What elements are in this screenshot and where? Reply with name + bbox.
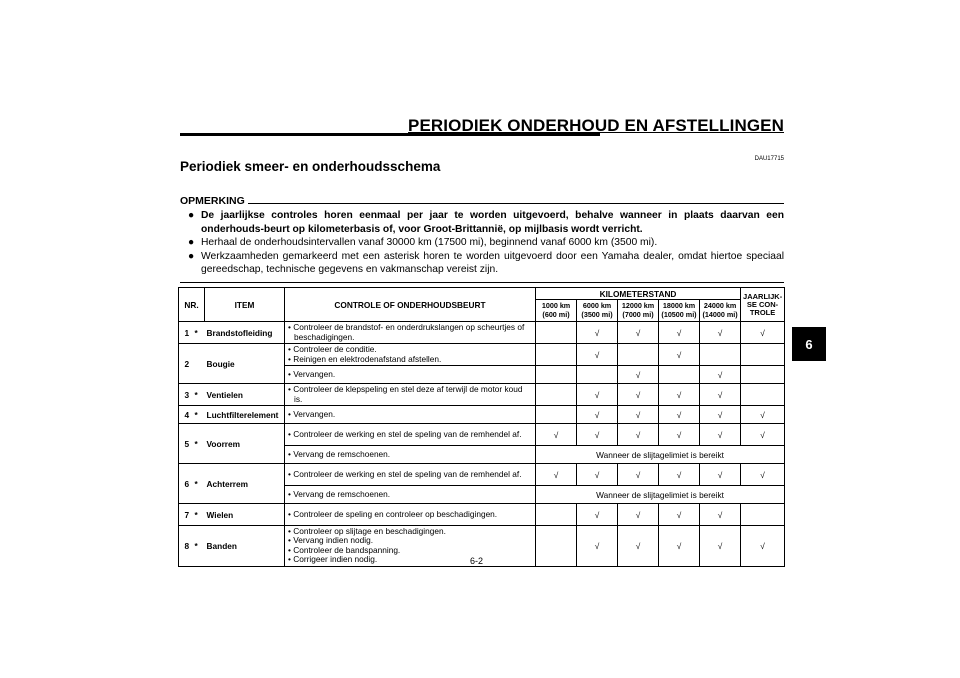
check-mark: √: [700, 526, 741, 567]
item-name: Luchtfilterelement: [205, 406, 285, 424]
chapter-title: PERIODIEK ONDERHOUD EN AFSTELLINGEN: [408, 116, 784, 135]
note-item: ● Werkzaamheden gemarkeerd met een asterisk horen te worden uitgevoerd door een Yamaha dealer, omdat hiertoe speciaal gereedschap, technische gegevens en vakmanschap vereist zijn.: [188, 250, 784, 276]
asterisk-mark: *: [195, 384, 205, 406]
bullet-icon: ●: [188, 250, 195, 262]
doc-code: DAU17715: [754, 156, 784, 162]
table-row: [179, 406, 785, 424]
check-mark: √: [577, 406, 618, 424]
section-title: Periodiek smeer- en onderhoudsschema: [180, 159, 441, 174]
check-mark: √: [618, 526, 659, 567]
empty-cell: [577, 366, 618, 384]
header-km-4: 24000 km (14000 mi): [700, 300, 741, 322]
check-mark: √: [577, 344, 618, 366]
row-number: 3: [179, 384, 195, 406]
check-mark: √: [577, 464, 618, 486]
item-name: Ventielen: [205, 384, 285, 406]
check-mark: √: [741, 406, 785, 424]
bullet-icon: ●: [188, 237, 195, 249]
row-number: 8: [179, 526, 195, 567]
check-mark: √: [618, 322, 659, 344]
check-mark: √: [659, 504, 700, 526]
asterisk-mark: *: [195, 526, 205, 567]
empty-cell: [536, 504, 577, 526]
header-km-3: 18000 km (10500 mi): [659, 300, 700, 322]
header-control: CONTROLE OF ONDERHOUDSBEURT: [285, 288, 536, 322]
check-mark: √: [577, 504, 618, 526]
check-mark: √: [577, 384, 618, 406]
note-item: ● De jaarlijkse controles horen eenmaal per jaar te worden uitgevoerd, behalve wanneer in plaats daarvan een onderhouds-beurt op kilometerbasis of, voor Groot-Brittannië, op mijlbasis wordt verricht.: [188, 210, 784, 235]
header-item: ITEM: [205, 288, 285, 322]
control-action: • Controleer de speling en controleer op beschadigingen.: [285, 504, 536, 526]
empty-cell: [536, 384, 577, 406]
check-mark: √: [659, 526, 700, 567]
check-mark: √: [700, 406, 741, 424]
header-km-1: 6000 km (3500 mi): [577, 300, 618, 322]
check-mark: √: [700, 384, 741, 406]
check-mark: √: [741, 424, 785, 446]
bullet-icon: ●: [188, 210, 195, 221]
table-row: [179, 424, 785, 446]
item-name: Banden: [205, 526, 285, 567]
note-item: ● Herhaal de onderhoudsintervallen vanaf 30000 km (17500 mi), beginnend vanaf 6000 km (3500 mi).: [188, 237, 658, 249]
table-row: [179, 464, 785, 486]
check-mark: √: [741, 464, 785, 486]
header-kilometerstand: KILOMETERSTAND: [536, 288, 741, 300]
table-row: [179, 504, 785, 526]
check-mark: √: [741, 526, 785, 567]
check-mark: √: [536, 464, 577, 486]
table-row: [179, 344, 785, 366]
header-yearly: JAARLIJK-SE CON-TROLE: [741, 288, 785, 322]
interval-note: Wanneer de slijtagelimiet is bereikt: [536, 486, 785, 504]
note-list: [180, 209, 784, 277]
check-mark: √: [618, 366, 659, 384]
control-action: • Vervang de remschoenen.: [285, 486, 536, 504]
control-action: • Controleer de werking en stel de speling van de remhendel af.: [285, 464, 536, 486]
empty-cell: [536, 344, 577, 366]
chapter-tab: 6: [792, 327, 826, 361]
note-box: [180, 195, 784, 283]
item-name: Brandstofleiding: [205, 322, 285, 344]
interval-note: Wanneer de slijtagelimiet is bereikt: [536, 446, 785, 464]
check-mark: √: [700, 424, 741, 446]
row-number: 6: [179, 464, 195, 504]
check-mark: √: [618, 384, 659, 406]
control-action: • Vervangen.: [285, 406, 536, 424]
empty-cell: [536, 322, 577, 344]
header-nr: NR.: [179, 288, 205, 322]
check-mark: √: [618, 504, 659, 526]
empty-cell: [536, 526, 577, 567]
check-mark: √: [700, 366, 741, 384]
item-name: Bougie: [205, 344, 285, 384]
asterisk-mark: *: [195, 464, 205, 504]
asterisk-mark: [195, 344, 205, 384]
table-row: [179, 384, 785, 406]
check-mark: √: [577, 526, 618, 567]
page-header: [180, 116, 784, 138]
check-mark: √: [536, 424, 577, 446]
empty-cell: [536, 406, 577, 424]
empty-cell: [741, 504, 785, 526]
row-number: 7: [179, 504, 195, 526]
row-number: 5: [179, 424, 195, 464]
check-mark: √: [618, 464, 659, 486]
check-mark: √: [741, 322, 785, 344]
check-mark: √: [659, 344, 700, 366]
check-mark: √: [659, 406, 700, 424]
check-mark: √: [659, 424, 700, 446]
empty-cell: [700, 344, 741, 366]
control-action: • Controleer de klepspeling en stel deze af terwijl de motor koud is.: [285, 384, 536, 406]
header-km-0: 1000 km (600 mi): [536, 300, 577, 322]
check-mark: √: [577, 424, 618, 446]
asterisk-mark: *: [195, 504, 205, 526]
check-mark: √: [700, 322, 741, 344]
maintenance-schedule-table: [178, 287, 785, 567]
asterisk-mark: *: [195, 424, 205, 464]
empty-cell: [659, 366, 700, 384]
check-mark: √: [659, 384, 700, 406]
row-number: 1: [179, 322, 195, 344]
check-mark: √: [618, 406, 659, 424]
control-action: • Controleer de brandstof- en onderdrukslangen op scheurtjes of beschadigingen.: [285, 322, 536, 344]
check-mark: √: [700, 504, 741, 526]
control-action: • Vervang de remschoenen.: [285, 446, 536, 464]
check-mark: √: [659, 322, 700, 344]
empty-cell: [536, 366, 577, 384]
item-name: Wielen: [205, 504, 285, 526]
header-km-2: 12000 km (7000 mi): [618, 300, 659, 322]
check-mark: √: [577, 322, 618, 344]
control-action: • Controleer op slijtage en beschadigingen. • Vervang indien nodig. • Controleer de bandspanning. • Corrigeer indien nodig.: [285, 526, 536, 567]
check-mark: √: [700, 464, 741, 486]
asterisk-mark: *: [195, 406, 205, 424]
table-row: [179, 322, 785, 344]
page-number: 6-2: [470, 556, 484, 566]
note-heading: OPMERKING: [180, 195, 784, 207]
empty-cell: [741, 344, 785, 366]
check-mark: √: [659, 464, 700, 486]
item-name: Voorrem: [205, 424, 285, 464]
empty-cell: [618, 344, 659, 366]
item-name: Achterrem: [205, 464, 285, 504]
row-number: 4: [179, 406, 195, 424]
row-number: 2: [179, 344, 195, 384]
check-mark: √: [618, 424, 659, 446]
control-action: • Vervangen.: [285, 366, 536, 384]
control-action: • Controleer de conditie. • Reinigen en elektrodenafstand afstellen.: [285, 344, 536, 366]
asterisk-mark: *: [195, 322, 205, 344]
empty-cell: [741, 384, 785, 406]
empty-cell: [741, 366, 785, 384]
control-action: • Controleer de werking en stel de speling van de remhendel af.: [285, 424, 536, 446]
